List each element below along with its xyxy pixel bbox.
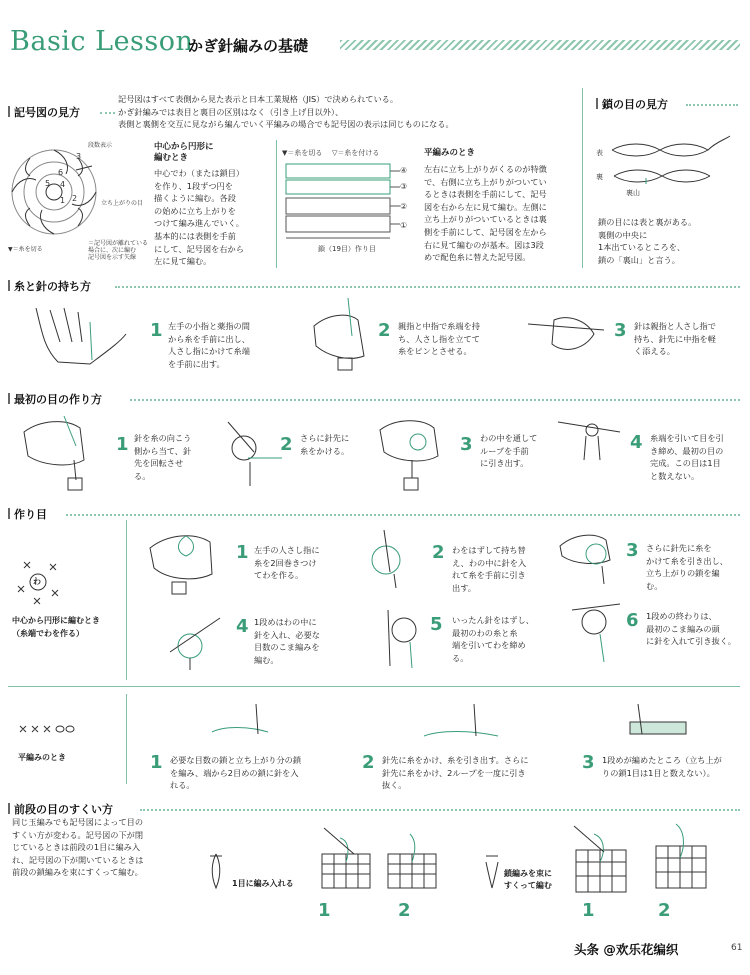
pickup-num-2: 2 [398, 900, 411, 921]
flat-legend-cut: ▼＝糸を切る [282, 149, 323, 157]
section-title-foundation: 作り目 [8, 506, 47, 522]
first-stitch-illustration-3 [376, 412, 460, 492]
round-label: 中心から円形に 編むとき [154, 142, 214, 163]
circle-num-3: 3 [76, 152, 82, 161]
pickup-label-one: 1目に編み入れる [232, 879, 294, 888]
ring-label: 中心から円形に編むとき （糸端でわを作る） [12, 616, 100, 638]
flat-step-1-num: 1 [150, 752, 163, 773]
section-title-holding: 糸と針の持ち方 [8, 278, 91, 294]
first-stitch-1-text: 針を糸の向こう 側から当て、針 先を回転させ る。 [134, 433, 192, 481]
pickup-label-bundle: 鎖編みを束に すくって編む [504, 869, 552, 890]
first-stitch-3-num: 3 [460, 434, 473, 455]
flat-foundation-label: 平編みのとき [18, 753, 66, 762]
pickup-num-4: 2 [658, 900, 671, 921]
holding-step-1-text: 左手の小指と薬指の間 から糸を手前に出し、 人さし指にかけて糸端 を手前に出す。 [168, 321, 250, 369]
first-stitch-2-text: さらに針先に 糸をかける。 [300, 433, 350, 456]
section-rule [66, 514, 740, 516]
header-title-en: Basic Lesson [10, 26, 194, 57]
section-title-chart-symbols: 記号図の見方 [8, 104, 80, 120]
pickup-symbol-closed [206, 852, 226, 892]
circle-num-6: 6 [58, 168, 64, 177]
ring-step-1-num: 1 [236, 542, 249, 563]
ring-step-illustration-3 [556, 524, 626, 588]
holding-step-2-num: 2 [378, 320, 391, 341]
round-text: 中心でわ（または鎖目） を作り、1段ずつ円を 描くように編む。各段 の始めに立ち上がりを つけて編み進んでいく。 基本的には表側を手前 にして、記号図を右から 左に見て編む。 [154, 168, 245, 267]
flat-chart-diagram [282, 160, 412, 250]
section-rule [130, 399, 740, 401]
round-chart-diagram [6, 136, 106, 256]
label-rows: 段数表示 [88, 142, 113, 149]
pickup-illustration-2 [384, 824, 440, 894]
holding-step-1-num: 1 [150, 320, 163, 341]
first-stitch-4-text: 糸端を引いて目を引 き締め、最初の目の 完成。この目は1目 と数えない。 [650, 433, 724, 481]
chain-text: 鎖の目には表と裏がある。 裏側の中央に 1本出ているところを、 鎖の「裏山」と言う。 [598, 217, 697, 265]
section-rule [686, 104, 738, 106]
ring-step-illustration-4 [164, 612, 234, 672]
first-stitch-3-text: わの中を通して ループを手前 に引き出す。 [480, 433, 538, 469]
divider [8, 686, 740, 687]
ring-step-2-text: わをはずして持ち替 え、わの中に針を入 れて糸を手前に引き 出す。 [452, 545, 527, 593]
pickup-illustration-3 [570, 822, 630, 898]
chart-intro-text: 記号図はすべて表側から見た表示と日本工業規格（JIS）で決められている。 かぎ針編みでは表目と裏目の区別はなく（引き上げ目以外）、 表側と裏側を交互に見ながら編んでいく平編みの場合でも記号図の表示は同じものになる。 [118, 94, 454, 130]
flat-legend-join: ▽＝糸を付ける [332, 149, 380, 157]
header-hatch-rule [340, 40, 740, 50]
page-number: 61 [731, 943, 743, 953]
ring-step-4-text: 1段めはわの中に 針を入れ、必要な 目数のこま編みを 編む。 [254, 617, 320, 665]
flat-row-1: ① [400, 221, 408, 230]
ring-step-illustration-6 [570, 600, 626, 664]
section-rule [100, 112, 115, 114]
flat-step-3-text: 1段めが編めたところ（立ち上が りの鎖1目は1目と数えない）。 [602, 755, 722, 778]
ring-step-3-num: 3 [626, 540, 639, 561]
chain-diagram [606, 128, 736, 188]
flat-row-4: ④ [400, 166, 408, 175]
section-title-first-stitch: 最初の目の作り方 [8, 391, 102, 407]
section-rule [115, 286, 740, 288]
section-title-pickup: 前段の目のすくい方 [8, 801, 113, 817]
ring-symbol-text: わ [33, 577, 41, 586]
ring-step-5-text: いったん針をはずし、 最初のわの糸と糸 端を引いてわを締め る。 [452, 615, 534, 663]
flat-row-3: ③ [400, 182, 408, 191]
divider [276, 140, 277, 268]
flat-step-1-text: 必要な目数の鎖と立ち上がり分の鎖 を編み、端から2目めの鎖に針を入 れる。 [170, 755, 302, 791]
ring-step-6-text: 1段めの終わりは、 最初のこま編みの頭 に針を入れて引き抜く。 [646, 611, 736, 647]
divider [126, 520, 127, 680]
hand-illustration-3 [524, 310, 608, 360]
first-stitch-illustration-1 [20, 412, 110, 492]
divider [126, 694, 127, 784]
pickup-num-3: 1 [582, 900, 595, 921]
circle-num-1: 1 [60, 196, 66, 205]
holding-step-3-text: 針は親指と人さし指で 持ち、針先に中指を軽 く添える。 [634, 321, 716, 357]
ring-step-illustration-2 [360, 526, 426, 590]
flat-label: 平編みのとき [424, 148, 476, 158]
flat-step-illustration-2 [420, 700, 510, 746]
flat-row-2: ② [400, 202, 408, 211]
label-cut-yarn: ▼＝糸を切る [8, 246, 43, 253]
circle-num-5: 5 [45, 179, 51, 188]
first-stitch-illustration-2 [218, 418, 284, 488]
ring-step-5-num: 5 [430, 614, 443, 635]
first-stitch-4-num: 4 [630, 432, 643, 453]
pickup-illustration-4 [650, 816, 710, 896]
hand-illustration-2 [308, 296, 378, 376]
section-rule [140, 809, 740, 811]
first-stitch-2-num: 2 [280, 434, 293, 455]
label-ring-arrow: ＝記号図が離れている 場合に、次に編む 記号図を示す矢線 [88, 240, 149, 261]
flat-step-illustration-1 [208, 700, 278, 740]
chain-ridge-label: 裏山 [626, 189, 640, 197]
pickup-text: 同じ玉編みでも記号図によって目の すくい方が変わる。記号図の下が閉 じているときは前段の1目に編み入 れ、記号図の下が開いているときは 前段の鎖編みを束にすくって編む。 [12, 817, 144, 878]
ring-step-2-num: 2 [432, 542, 445, 563]
flat-step-2-text: 針先に糸をかけ、糸を引き出す。さらに 針先に糸をかけ、2ループを一度に引き 抜く。 [382, 755, 529, 791]
flat-symbol-diagram [18, 722, 78, 742]
pickup-num-1: 1 [318, 900, 331, 921]
flat-step-illustration-3 [624, 700, 694, 746]
flat-caption: 鎖（19目）作り目 [318, 245, 376, 253]
ring-step-4-num: 4 [236, 616, 249, 637]
ring-step-1-text: 左手の人さし指に 糸を2回巻きつけ てわを作る。 [254, 545, 320, 581]
chain-front-label: 表 [596, 149, 603, 157]
ring-step-6-num: 6 [626, 610, 639, 631]
divider [582, 88, 583, 268]
flat-step-2-num: 2 [362, 752, 375, 773]
hand-illustration-1 [30, 302, 130, 372]
circle-num-2: 2 [72, 194, 78, 203]
ring-step-illustration-1 [146, 522, 236, 598]
pickup-illustration-1 [318, 824, 374, 894]
watermark: 头条 @欢乐花编织 [574, 942, 679, 957]
header-title-jp: かぎ針編みの基礎 [188, 37, 309, 55]
page-header [10, 24, 740, 64]
pickup-symbol-open [482, 852, 502, 892]
chain-back-label: 裏 [596, 173, 603, 181]
section-title-chain-reading: 鎖の目の見方 [596, 96, 668, 112]
flat-step-3-num: 3 [582, 752, 595, 773]
label-turning-chain: 立ち上がりの目 [101, 200, 144, 207]
first-stitch-1-num: 1 [116, 434, 129, 455]
ring-step-3-text: さらに針先に糸を かけて糸を引き出し、 立ち上がりの鎖を編 む。 [646, 543, 728, 591]
circle-num-4: 4 [60, 180, 66, 189]
ring-step-illustration-5 [376, 606, 436, 670]
flat-text: 左右に立ち上がりがくるのが特徴 で、右側に立ち上がりがついてい るときは表側を手前にして、記号 図を右から左に見て編む。左側に 立ち上がりがついているときは裏 側を手前にして、記号図を左から 右に見て編むのが基本。図は3段 めで配色糸に替えた記号図。 [424, 164, 547, 263]
holding-step-3-num: 3 [614, 320, 627, 341]
first-stitch-illustration-4 [554, 414, 624, 464]
holding-step-2-text: 親指と中指で糸端を持 ち、人さし指を立てて 糸をピンとさせる。 [398, 321, 480, 357]
